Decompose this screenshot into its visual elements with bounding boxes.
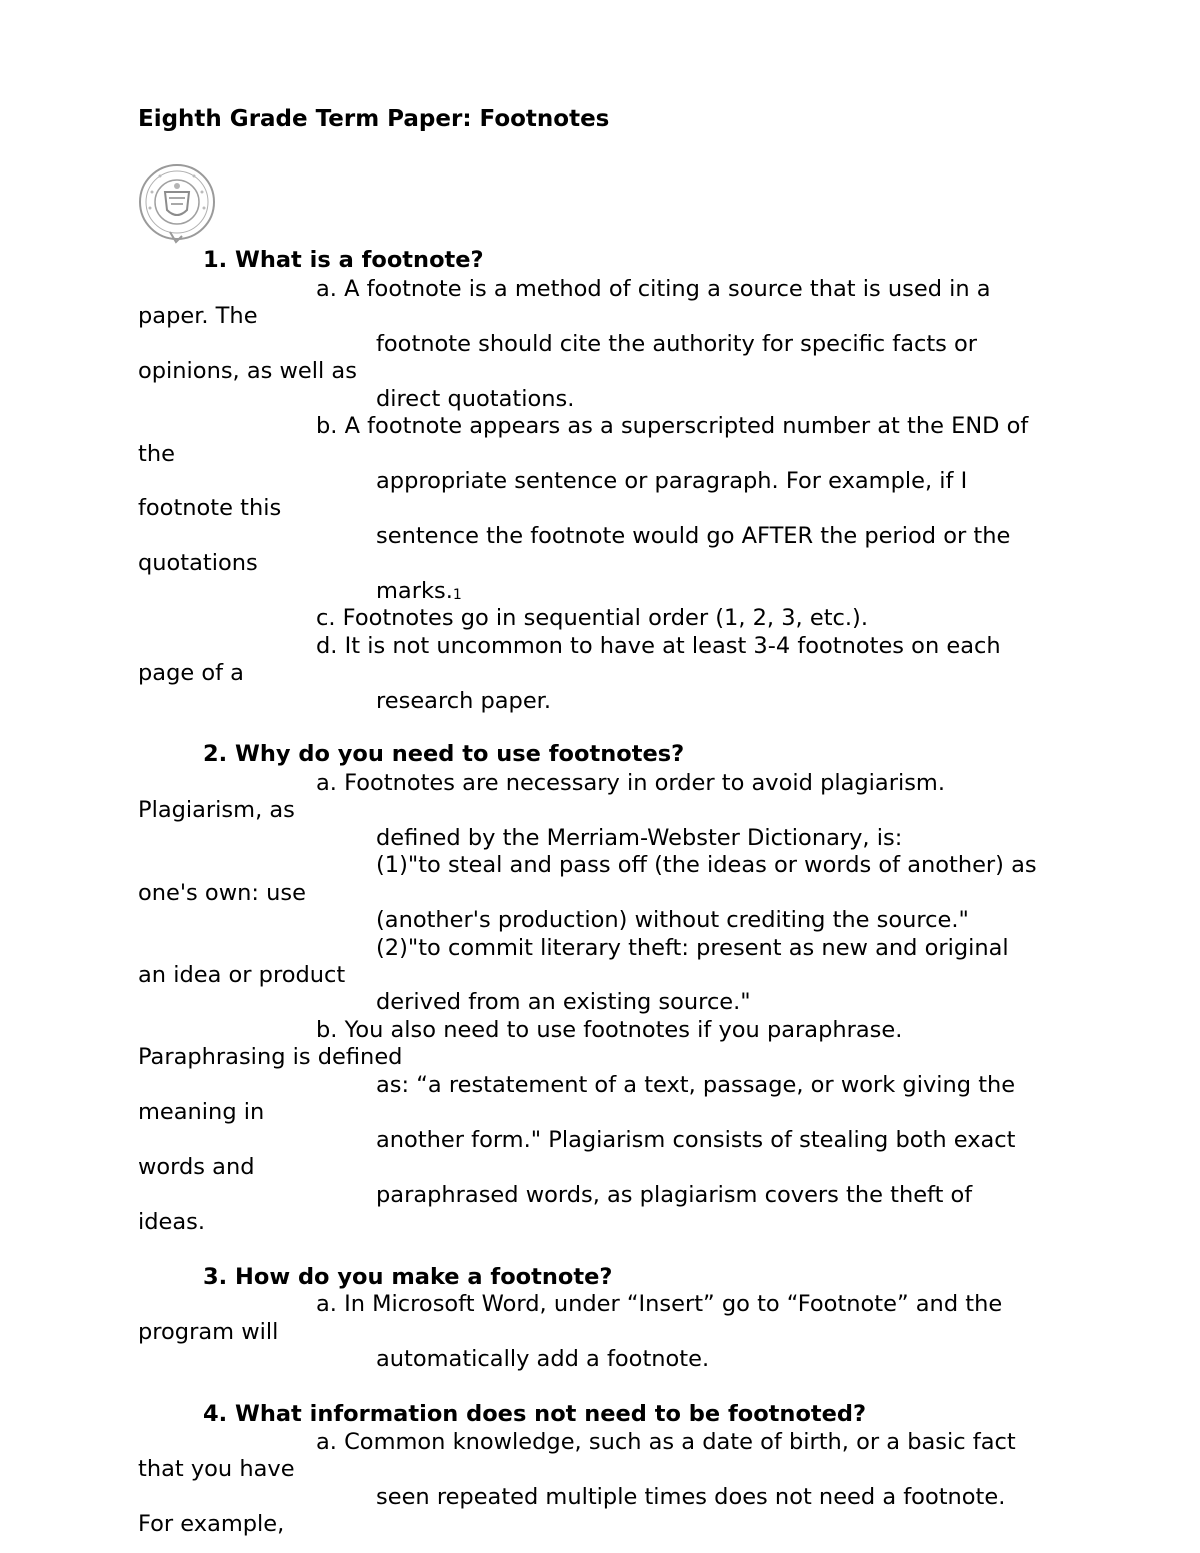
body-line: the [138,441,175,467]
body-line: an idea or product [138,962,346,988]
section-heading: 2. Why do you need to use footnotes? [203,741,685,767]
body-line: a. A footnote is a method of citing a source that is used in a [316,276,991,302]
body-line: Plagiarism, as [138,797,295,823]
body-line: one's own: use [138,880,306,906]
body-line: (2)"to commit literary theft: present as new and original [376,935,1009,961]
body-line: another form." Plagiarism consists of stealing both exact [376,1127,1016,1153]
body-line: as: “a restatement of a text, passage, or work giving the [376,1072,1016,1098]
body-line: a. Footnotes are necessary in order to avoid plagiarism. [316,770,946,796]
body-line: For example, [138,1511,285,1537]
body-line: ideas. [138,1209,206,1235]
body-line: defined by the Merriam-Webster Dictionary, is: [376,825,903,851]
section-heading: 1. What is a footnote? [203,247,484,273]
body-line: opinions, as well as [138,358,357,384]
body-line: quotations [138,550,258,576]
body-line: program will [138,1319,279,1345]
body-line: research paper. [376,688,552,714]
body-line: paper. The [138,303,258,329]
body-line: b. A footnote appears as a superscripted number at the END of [316,413,1029,439]
section-heading: 4. What information does not need to be footnoted? [203,1401,867,1427]
body-line: derived from an existing source." [376,989,751,1015]
school-seal-logo [136,162,218,244]
body-line: words and [138,1154,255,1180]
body-line: d. It is not uncommon to have at least 3-4 footnotes on each [316,633,1001,659]
body-line: Paraphrasing is defined [138,1044,403,1070]
body-line: sentence the footnote would go AFTER the period or the [376,523,1011,549]
body-line: automatically add a footnote. [376,1346,710,1372]
body-line: direct quotations. [376,386,575,412]
body-line: that you have [138,1456,295,1482]
document-title: Eighth Grade Term Paper: Footnotes [138,106,610,132]
body-line: footnote should cite the authority for specific facts or [376,331,978,357]
body-line: b. You also need to use footnotes if you paraphrase. [316,1017,903,1043]
body-line: (1)"to steal and pass off (the ideas or words of another) as [376,852,1037,878]
body-line: (another's production) without crediting the source." [376,907,969,933]
body-line: seen repeated multiple times does not need a footnote. [376,1484,1006,1510]
body-line: c. Footnotes go in sequential order (1, 2, 3, etc.). [316,605,868,631]
body-line: a. In Microsoft Word, under “Insert” go to “Footnote” and the [316,1291,1003,1317]
body-line-text: marks. [376,578,453,604]
body-line: paraphrased words, as plagiarism covers the theft of [376,1182,973,1208]
body-line: meaning in [138,1099,265,1125]
body-line: footnote this [138,495,282,521]
body-line: a. Common knowledge, such as a date of birth, or a basic fact [316,1429,1016,1455]
body-line: page of a [138,660,244,686]
footnote-marker: 1 [452,587,462,603]
section-heading: 3. How do you make a footnote? [203,1264,613,1290]
body-line: appropriate sentence or paragraph. For example, if I [376,468,968,494]
